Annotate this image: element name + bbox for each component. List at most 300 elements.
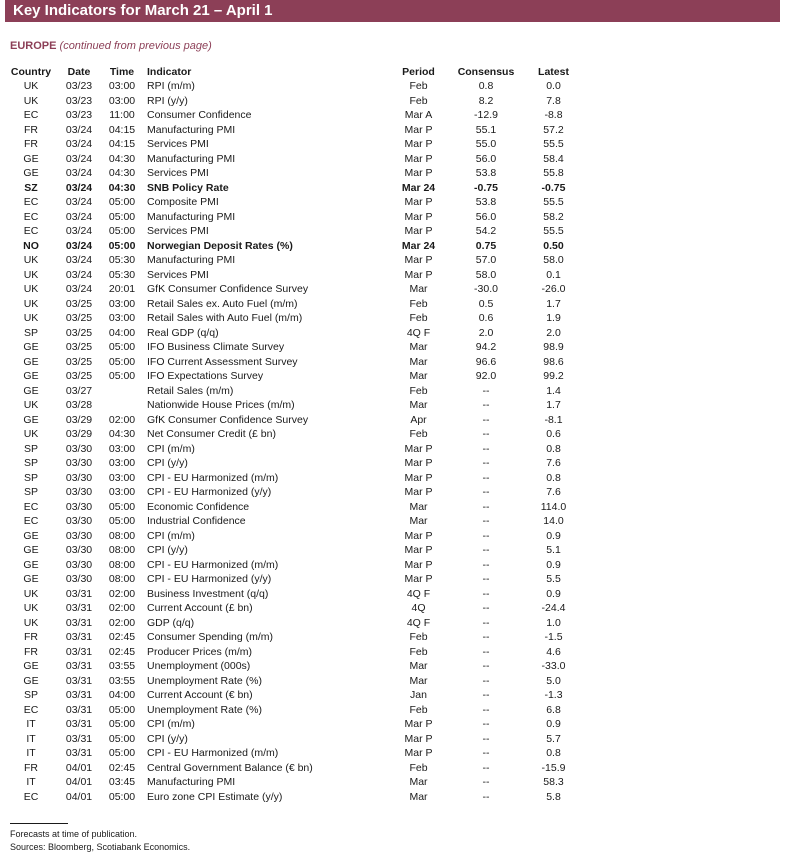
cell-consensus: -- (482, 616, 490, 629)
table-row (5, 224, 585, 239)
cell-latest: 1.4 (546, 384, 561, 397)
cell-time: 02:00 (108, 602, 136, 615)
table-row (5, 94, 585, 109)
cell-time: 08:00 (108, 544, 136, 557)
cell-consensus: -- (482, 689, 490, 702)
cell-indicator: CPI - EU Harmonized (m/m) (147, 747, 279, 760)
cell-time: 04:30 (108, 181, 136, 194)
table-row (5, 195, 585, 210)
cell-latest: -0.75 (541, 181, 566, 194)
cell-period: Mar (409, 341, 428, 354)
cell-indicator: Services PMI (147, 167, 209, 180)
cell-country: UK (23, 283, 39, 296)
cell-period: Feb (409, 312, 428, 325)
cell-period: Mar P (404, 558, 433, 571)
cell-consensus: -- (482, 558, 490, 571)
cell-period: Mar (409, 515, 428, 528)
table-row (5, 210, 585, 225)
cell-country: GE (23, 370, 39, 383)
table-row (5, 413, 585, 428)
cell-period: Mar P (404, 732, 433, 745)
cell-time: 05:00 (108, 732, 136, 745)
cell-period: Mar P (404, 457, 433, 470)
column-header-indicator: Indicator (147, 66, 192, 78)
table-row (5, 775, 585, 790)
column-header-time: Time (109, 66, 135, 78)
cell-latest: 55.5 (543, 225, 564, 238)
cell-period: Mar P (404, 529, 433, 542)
cell-period: Feb (409, 297, 428, 310)
cell-date: 03/31 (65, 703, 93, 716)
cell-latest: 99.2 (543, 370, 564, 383)
cell-indicator: Manufacturing PMI (147, 776, 236, 789)
cell-period: Feb (409, 428, 428, 441)
cell-latest: 1.7 (546, 399, 561, 412)
cell-period: Mar (409, 355, 428, 368)
cell-consensus: -30.0 (474, 283, 498, 296)
cell-latest: 98.9 (543, 341, 564, 354)
cell-date: 03/24 (65, 239, 93, 252)
cell-consensus: 8.2 (478, 94, 494, 107)
cell-time: 03:00 (108, 457, 136, 470)
cell-period: Mar P (404, 471, 433, 484)
cell-date: 03/24 (65, 225, 93, 238)
cell-date: 03/30 (65, 442, 93, 455)
cell-consensus: 94.2 (475, 341, 497, 354)
cell-indicator: GfK Consumer Confidence Survey (147, 283, 309, 296)
cell-latest: 2.0 (546, 326, 561, 339)
cell-latest: 0.9 (546, 529, 561, 542)
cell-time: 05:00 (108, 196, 136, 209)
cell-time: 04:00 (108, 326, 136, 339)
cell-period: Mar (409, 399, 428, 412)
cell-latest: 0.1 (546, 268, 561, 281)
cell-date: 03/24 (65, 152, 93, 165)
cell-latest: 5.1 (546, 544, 561, 557)
cell-latest: 57.2 (543, 123, 564, 136)
cell-consensus: -0.75 (474, 181, 498, 194)
cell-time: 03:55 (108, 674, 136, 687)
cell-country: EC (23, 196, 39, 209)
cell-time: 02:00 (108, 413, 136, 426)
cell-country: UK (23, 587, 39, 600)
column-header-date: Date (67, 66, 91, 78)
cell-period: Mar P (404, 573, 433, 586)
table-row (5, 674, 585, 689)
cell-indicator: Producer Prices (m/m) (147, 645, 253, 658)
table-row (5, 456, 585, 471)
cell-time: 04:15 (108, 138, 136, 151)
cell-indicator: SNB Policy Rate (147, 181, 229, 194)
cell-date: 03/25 (65, 370, 93, 383)
cell-consensus: -- (482, 790, 490, 803)
cell-consensus: 55.1 (475, 123, 497, 136)
cell-date: 03/25 (65, 297, 93, 310)
cell-consensus: -- (482, 747, 490, 760)
table-row (5, 398, 585, 413)
cell-latest: 7.8 (546, 94, 561, 107)
cell-time: 05:00 (108, 790, 136, 803)
table-row (5, 268, 585, 283)
cell-country: EC (23, 790, 39, 803)
cell-consensus: -- (482, 573, 490, 586)
cell-country: SP (23, 457, 38, 470)
cell-time: 05:00 (108, 718, 136, 731)
cell-latest: -24.4 (541, 602, 566, 615)
cell-country: FR (24, 645, 38, 658)
page-title: Key Indicators for March 21 – April 1 (13, 2, 273, 19)
indicators-table (5, 65, 585, 804)
cell-consensus: -- (482, 776, 490, 789)
cell-time: 03:45 (108, 776, 136, 789)
cell-date: 03/30 (65, 573, 93, 586)
table-row (5, 688, 585, 703)
cell-time (101, 398, 143, 413)
cell-period: Feb (409, 703, 428, 716)
cell-indicator: GfK Consumer Confidence Survey (147, 413, 309, 426)
cell-country: GE (23, 674, 39, 687)
cell-indicator: Current Account (€ bn) (147, 689, 253, 702)
cell-date: 03/25 (65, 326, 93, 339)
cell-period: Mar P (404, 123, 433, 136)
cell-time: 02:00 (108, 616, 136, 629)
cell-latest: 7.6 (546, 486, 561, 499)
cell-latest: 58.4 (543, 152, 564, 165)
cell-date: 03/29 (65, 428, 93, 441)
cell-country: SP (23, 326, 38, 339)
cell-time: 03:00 (108, 442, 136, 455)
cell-country: IT (26, 732, 36, 745)
cell-date: 03/24 (65, 268, 93, 281)
cell-country: UK (23, 268, 39, 281)
cell-date: 03/25 (65, 341, 93, 354)
cell-consensus: -- (482, 486, 490, 499)
table-row (5, 181, 585, 196)
cell-country: IT (26, 718, 36, 731)
cell-consensus: -- (482, 645, 490, 658)
cell-consensus: 0.5 (478, 297, 494, 310)
cell-indicator: Unemployment Rate (%) (147, 703, 262, 716)
cell-country: SP (23, 442, 38, 455)
cell-indicator: Manufacturing PMI (147, 152, 236, 165)
cell-date: 03/30 (65, 471, 93, 484)
cell-time: 05:00 (108, 341, 136, 354)
table-row (5, 746, 585, 761)
cell-time: 11:00 (109, 109, 135, 122)
cell-time: 03:00 (108, 471, 136, 484)
cell-indicator: IFO Current Assessment Survey (147, 355, 298, 368)
cell-time: 05:00 (108, 210, 136, 223)
cell-period: Mar (409, 790, 428, 803)
cell-consensus: -- (482, 428, 490, 441)
cell-country: NO (23, 239, 39, 252)
cell-period: Feb (409, 80, 428, 93)
cell-consensus: -- (482, 529, 490, 542)
cell-country: SP (23, 486, 38, 499)
cell-latest: 0.9 (546, 718, 561, 731)
cell-latest: 5.0 (546, 674, 561, 687)
cell-indicator: Retail Sales with Auto Fuel (m/m) (147, 312, 303, 325)
cell-latest: 1.0 (546, 616, 561, 629)
table-row (5, 558, 585, 573)
cell-period: Mar P (404, 254, 433, 267)
cell-date: 03/31 (65, 689, 93, 702)
cell-period: Feb (409, 645, 428, 658)
footer-sources: Sources: Bloomberg, Scotiabank Economics. (10, 842, 191, 852)
cell-country: GE (23, 384, 39, 397)
cell-time: 03:00 (108, 312, 136, 325)
cell-latest: 0.50 (543, 239, 564, 252)
cell-period: Apr (410, 413, 427, 426)
cell-date: 03/31 (65, 674, 93, 687)
cell-date: 03/28 (65, 399, 93, 412)
cell-period: Feb (409, 94, 428, 107)
cell-period: Mar P (404, 486, 433, 499)
cell-time: 08:00 (108, 529, 136, 542)
table-row (5, 384, 585, 399)
cell-time: 02:00 (108, 587, 136, 600)
cell-indicator: Nationwide House Prices (m/m) (147, 399, 295, 412)
table-row (5, 471, 585, 486)
table-row (5, 659, 585, 674)
table-row (5, 543, 585, 558)
cell-time: 08:00 (108, 558, 136, 571)
cell-date: 03/24 (65, 254, 93, 267)
cell-period: Mar P (404, 747, 433, 760)
cell-indicator: Retail Sales (m/m) (147, 384, 234, 397)
cell-indicator: Manufacturing PMI (147, 210, 236, 223)
cell-period: Mar P (404, 442, 433, 455)
cell-time: 08:00 (108, 573, 136, 586)
cell-country: FR (24, 761, 38, 774)
cell-indicator: IFO Business Climate Survey (147, 341, 285, 354)
cell-indicator: CPI (m/m) (147, 529, 195, 542)
table-row (5, 485, 585, 500)
cell-consensus: -- (482, 384, 490, 397)
cell-indicator: CPI (y/y) (147, 457, 188, 470)
cell-country: UK (23, 254, 39, 267)
cell-period: 4Q F (406, 326, 431, 339)
cell-indicator: Euro zone CPI Estimate (y/y) (147, 790, 283, 803)
cell-consensus: -- (482, 674, 490, 687)
cell-indicator: Norwegian Deposit Rates (%) (147, 239, 293, 252)
page-title-banner (5, 0, 780, 22)
cell-consensus: 96.6 (475, 355, 497, 368)
cell-date: 03/31 (65, 616, 93, 629)
cell-date: 03/25 (65, 355, 93, 368)
table-row (5, 108, 585, 123)
table-row (5, 152, 585, 167)
cell-period: Mar P (404, 138, 433, 151)
cell-indicator: RPI (y/y) (147, 94, 188, 107)
cell-country: FR (24, 138, 38, 151)
cell-time: 04:15 (108, 123, 136, 136)
cell-indicator: Manufacturing PMI (147, 123, 236, 136)
cell-period: 4Q (411, 602, 426, 615)
cell-country: UK (23, 602, 39, 615)
cell-indicator: CPI - EU Harmonized (m/m) (147, 558, 279, 571)
cell-latest: -33.0 (541, 660, 566, 673)
cell-date: 03/31 (65, 747, 93, 760)
cell-date: 03/24 (65, 283, 93, 296)
table-body (5, 79, 585, 804)
cell-date: 03/31 (65, 631, 93, 644)
cell-country: GE (23, 152, 39, 165)
cell-country: SZ (24, 181, 38, 194)
cell-consensus: -- (482, 660, 490, 673)
column-header-country: Country (10, 66, 52, 78)
cell-latest: 1.9 (546, 312, 561, 325)
cell-country: GE (23, 355, 39, 368)
cell-period: Mar (409, 283, 428, 296)
cell-time: 02:45 (108, 645, 136, 658)
table-row (5, 587, 585, 602)
section-heading (10, 40, 212, 52)
cell-latest: 55.8 (543, 167, 564, 180)
cell-period: Mar (409, 370, 428, 383)
footer-divider (10, 823, 68, 824)
cell-time: 05:00 (108, 515, 136, 528)
cell-indicator: Retail Sales ex. Auto Fuel (m/m) (147, 297, 298, 310)
cell-latest: 58.0 (543, 254, 564, 267)
table-row (5, 297, 585, 312)
cell-indicator: Economic Confidence (147, 500, 250, 513)
cell-indicator: Unemployment (000s) (147, 660, 251, 673)
cell-period: Mar P (404, 268, 433, 281)
cell-time: 02:45 (108, 761, 136, 774)
cell-date: 03/30 (65, 558, 93, 571)
cell-indicator: CPI (m/m) (147, 718, 195, 731)
cell-consensus: -- (482, 703, 490, 716)
cell-time: 03:55 (108, 660, 136, 673)
cell-country: EC (23, 225, 39, 238)
cell-time: 04:30 (108, 152, 136, 165)
cell-latest: 0.6 (546, 428, 561, 441)
cell-indicator: CPI (y/y) (147, 732, 188, 745)
cell-latest: 58.2 (543, 210, 564, 223)
cell-indicator: Services PMI (147, 268, 209, 281)
table-row (5, 514, 585, 529)
cell-latest: -15.9 (541, 761, 566, 774)
cell-time: 04:00 (108, 689, 136, 702)
cell-time: 05:00 (108, 370, 136, 383)
cell-date: 03/23 (65, 94, 93, 107)
cell-consensus: 0.6 (478, 312, 494, 325)
table-row (5, 500, 585, 515)
cell-country: GE (23, 660, 39, 673)
cell-time (101, 384, 143, 399)
cell-indicator: Unemployment Rate (%) (147, 674, 262, 687)
cell-consensus: -12.9 (474, 109, 498, 122)
table-row (5, 239, 585, 254)
cell-time: 03:00 (108, 94, 136, 107)
cell-date: 03/24 (65, 196, 93, 209)
cell-consensus: -- (482, 500, 490, 513)
cell-country: FR (24, 123, 38, 136)
table-row (5, 703, 585, 718)
cell-latest: 0.8 (546, 747, 561, 760)
table-row (5, 123, 585, 138)
cell-consensus: 54.2 (475, 225, 497, 238)
table-row (5, 529, 585, 544)
table-row (5, 572, 585, 587)
cell-latest: 0.9 (546, 587, 561, 600)
table-row (5, 427, 585, 442)
cell-country: GE (23, 529, 39, 542)
section-note: (continued from previous page) (59, 40, 212, 52)
column-header-latest: Latest (538, 66, 569, 78)
cell-consensus: 56.0 (475, 210, 497, 223)
cell-period: Mar P (404, 196, 433, 209)
cell-date: 03/27 (65, 384, 93, 397)
cell-date: 03/24 (65, 123, 93, 136)
cell-date: 03/24 (65, 167, 93, 180)
cell-consensus: 55.0 (475, 138, 497, 151)
table-row (5, 253, 585, 268)
cell-date: 03/31 (65, 732, 93, 745)
cell-country: EC (23, 500, 39, 513)
cell-indicator: Consumer Confidence (147, 109, 252, 122)
table-row (5, 645, 585, 660)
cell-indicator: CPI - EU Harmonized (y/y) (147, 573, 272, 586)
cell-date: 03/24 (65, 181, 93, 194)
cell-time: 05:00 (108, 225, 136, 238)
table-row (5, 326, 585, 341)
cell-indicator: CPI - EU Harmonized (m/m) (147, 471, 279, 484)
cell-indicator: Real GDP (q/q) (147, 326, 219, 339)
cell-country: GE (23, 573, 39, 586)
cell-consensus: -- (482, 732, 490, 745)
cell-time: 03:00 (108, 486, 136, 499)
cell-indicator: Net Consumer Credit (£ bn) (147, 428, 276, 441)
cell-consensus: -- (482, 587, 490, 600)
cell-time: 03:00 (108, 80, 136, 93)
cell-country: GE (23, 341, 39, 354)
cell-date: 04/01 (65, 790, 93, 803)
cell-country: GE (23, 413, 39, 426)
cell-period: Mar (409, 660, 428, 673)
cell-indicator: GDP (q/q) (147, 616, 195, 629)
cell-country: UK (23, 616, 39, 629)
cell-indicator: Manufacturing PMI (147, 254, 236, 267)
cell-period: Mar A (404, 109, 433, 122)
cell-latest: 7.6 (546, 457, 561, 470)
cell-time: 04:30 (108, 167, 136, 180)
cell-date: 03/31 (65, 645, 93, 658)
cell-period: Mar P (404, 210, 433, 223)
cell-date: 03/30 (65, 500, 93, 513)
table-row (5, 630, 585, 645)
cell-country: GE (23, 167, 39, 180)
cell-country: IT (26, 747, 36, 760)
cell-latest: -26.0 (541, 283, 566, 296)
cell-indicator: Services PMI (147, 138, 209, 151)
cell-period: Mar (409, 500, 428, 513)
cell-period: 4Q F (406, 616, 431, 629)
cell-time: 05:00 (108, 239, 136, 252)
cell-country: EC (23, 703, 39, 716)
cell-latest: 55.5 (543, 138, 564, 151)
cell-period: Mar P (404, 225, 433, 238)
section-region: EUROPE (10, 40, 57, 52)
cell-indicator: Industrial Confidence (147, 515, 246, 528)
cell-country: UK (23, 80, 39, 93)
cell-period: Mar P (404, 152, 433, 165)
cell-latest: 55.5 (543, 196, 564, 209)
cell-date: 03/31 (65, 587, 93, 600)
cell-time: 05:00 (108, 703, 136, 716)
cell-period: Mar (409, 674, 428, 687)
